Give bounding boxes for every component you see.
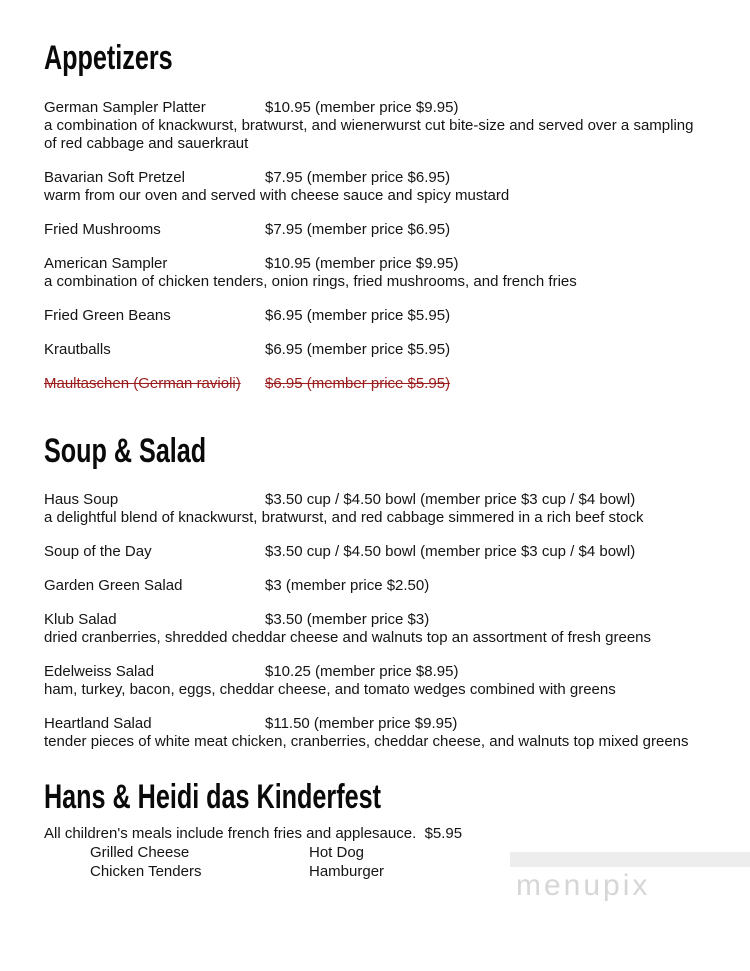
menu-item [44,99,710,153]
item-name: Edelweiss Salad [44,663,155,681]
menupix-watermark [510,852,750,903]
menu-item [44,221,710,239]
item-price: $6.95 (member price $5.95) [265,374,451,392]
item-price: $10.95 (member price $9.95) [265,98,459,116]
item-price: $10.25 (member price $8.95) [265,663,459,681]
kids-item: Grilled Cheese [90,844,190,862]
item-description: dried cranberries, shredded cheddar cheese and walnuts top an assortment of fresh greens [44,629,652,647]
item-price: $7.95 (member price $6.95) [265,168,451,186]
item-name: German Sampler Platter [44,98,206,116]
item-row [44,577,710,595]
item-name: Fried Green Beans [44,306,171,324]
item-row [44,663,710,681]
kids-item: Hamburger [309,863,385,881]
item-name: Haus Soup [44,491,119,509]
item-description: tender pieces of white meat chicken, cranberries, cheddar cheese, and walnuts top mixed greens [44,733,689,751]
kids-note: All children's meals include french fries and applesauce. $5.95 [44,825,463,843]
item-description: ham, turkey, bacon, eggs, cheddar cheese, and tomato wedges combined with greens [44,681,616,699]
item-row [44,221,710,239]
item-row [44,375,710,393]
item-description: a combination of knackwurst, bratwurst, and wienerwurst cut bite-size and served over a sampling of red cabbage and sauerkraut [44,116,694,152]
item-name: Heartland Salad [44,715,152,733]
menu-item [44,577,710,595]
item-name: American Sampler [44,254,168,272]
item-name: Garden Green Salad [44,577,183,595]
watermark-logo-text: menupix [516,869,651,902]
item-name: Bavarian Soft Pretzel [44,168,185,186]
section-title-soup-salad: Soup & Salad [44,431,207,470]
menu-item [44,169,710,205]
item-row [44,99,710,117]
menu-item [44,715,710,751]
section-appetizers [44,40,710,393]
item-price: $3.50 cup / $4.50 bowl (member price $3 cup / $4 bowl) [265,491,636,509]
menu-item [44,491,710,527]
kids-column-right [309,843,509,881]
item-name: Soup of the Day [44,543,152,561]
item-row [44,491,710,509]
item-price: $3.50 (member price $3) [265,611,430,629]
item-row [44,611,710,629]
menu-item [44,255,710,291]
item-row [44,169,710,187]
watermark-bar [510,852,750,867]
section-title-appetizers: Appetizers [44,39,173,77]
item-price: $7.95 (member price $6.95) [265,220,451,238]
menu-item [44,663,710,699]
item-price: $6.95 (member price $5.95) [265,306,451,324]
menu-item [44,307,710,325]
item-name: Krautballs [44,340,111,358]
item-price: $3.50 cup / $4.50 bowl (member price $3 cup / $4 bowl) [265,543,636,561]
item-price: $6.95 (member price $5.95) [265,340,451,358]
menu-item [44,543,710,561]
menu-item [44,611,710,647]
item-row [44,543,710,561]
item-description: a delightful blend of knackwurst, bratwurst, and red cabbage simmered in a rich beef stock [44,509,644,527]
menu-item-unavailable [44,375,710,393]
item-name: Fried Mushrooms [44,220,161,238]
item-price: $3 (member price $2.50) [265,577,430,595]
item-row [44,255,710,273]
item-price: $11.50 (member price $9.95) [265,715,458,733]
item-description: warm from our oven and served with cheese sauce and spicy mustard [44,186,510,204]
kids-column-left [90,843,309,881]
item-row [44,715,710,733]
item-description: a combination of chicken tenders, onion rings, fried mushrooms, and french fries [44,272,577,290]
item-name: Klub Salad [44,611,117,629]
item-row [44,307,710,325]
kids-item: Hot Dog [309,844,365,862]
section-title-kinderfest: Hans & Heidi das Kinderfest [44,778,381,817]
item-row [44,341,710,359]
kids-item: Chicken Tenders [90,863,202,881]
item-price: $10.95 (member price $9.95) [265,254,459,272]
menu-item [44,341,710,359]
section-soup-salad [44,433,710,752]
item-name: Maultaschen (German ravioli) [44,374,241,392]
